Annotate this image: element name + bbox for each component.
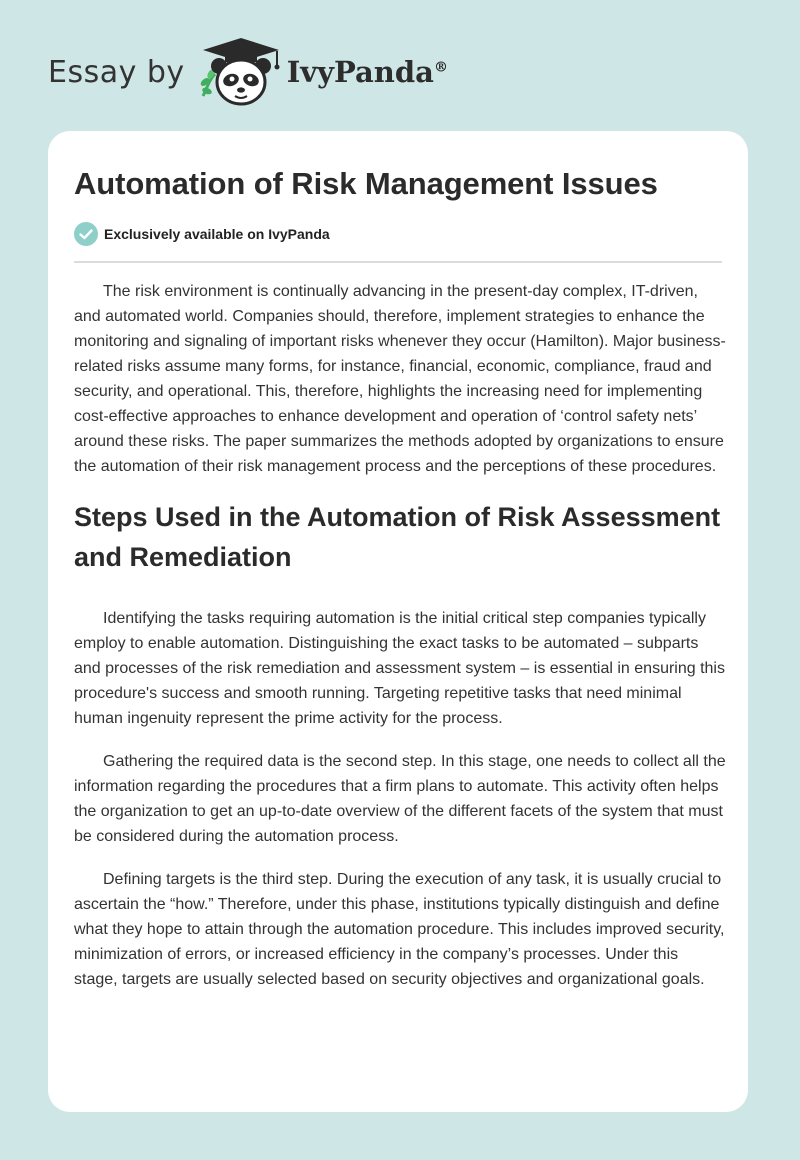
brand-header[interactable] bbox=[48, 32, 448, 112]
brand-name bbox=[287, 55, 448, 89]
body-paragraph: Gathering the required data is the second step. In this stage, one needs to collect all the information regarding the procedures that a firm plans to automate. This activity often helps the organization to get an up-to-date overview of the different facets of the system that must be considered during the automation process. bbox=[74, 753, 726, 845]
check-badge-icon bbox=[74, 222, 98, 246]
exclusive-badge bbox=[74, 222, 330, 246]
essay-card bbox=[48, 131, 748, 1112]
brand-prefix: Essay by bbox=[48, 54, 185, 90]
body-paragraph: Defining targets is the third step. During the execution of any task, it is usually crucial to ascertain the “how.” Therefore, under this phase, institutions typically distinguish and define what they hope to attain through the automation procedure. This includes improved security, minimization of errors, or increased efficiency in the company’s processes. Under this stage, targets are usually selected based on security objectives and organizational goals. bbox=[74, 871, 725, 988]
section-heading: Steps Used in the Automation of Risk Assessment and Remediation bbox=[74, 502, 721, 572]
brand-name-text: IvyPanda bbox=[286, 55, 434, 89]
registered-mark: ® bbox=[433, 59, 448, 76]
panda-graduate-icon bbox=[197, 36, 285, 108]
divider bbox=[74, 261, 722, 263]
body-paragraph: Identifying the tasks requiring automation is the initial critical step companies typically employ to enable automation. Distinguishing the exact tasks to be automated – subparts and processes of the risk remediation and assessment system – is essential in ensuring this procedure's success and smooth running. Targeting repetitive tasks that need minimal human ingenuity represent the prime activity for the process. bbox=[74, 610, 725, 727]
badge-text: Exclusively available on IvyPanda bbox=[104, 226, 330, 242]
intro-paragraph: The risk environment is continually advancing in the present-day complex, IT-driven, and automated world. Companies should, therefore, implement strategies to enhance the monitoring and signaling of important risks whenever they occur (Hamilton). Major business-related risks assume many forms, for instance, financial, economic, compliance, fraud and security, and operational. This, therefore, highlights the increasing need for implementing cost-effective approaches to enhance development and operation of ‘control safety nets’ around these risks. The paper summarizes the methods adopted by organizations to ensure the automation of their risk management process and the perceptions of these procedures. bbox=[74, 283, 726, 475]
essay-body bbox=[74, 279, 726, 1010]
page-title: Automation of Risk Management Issues bbox=[74, 166, 658, 201]
